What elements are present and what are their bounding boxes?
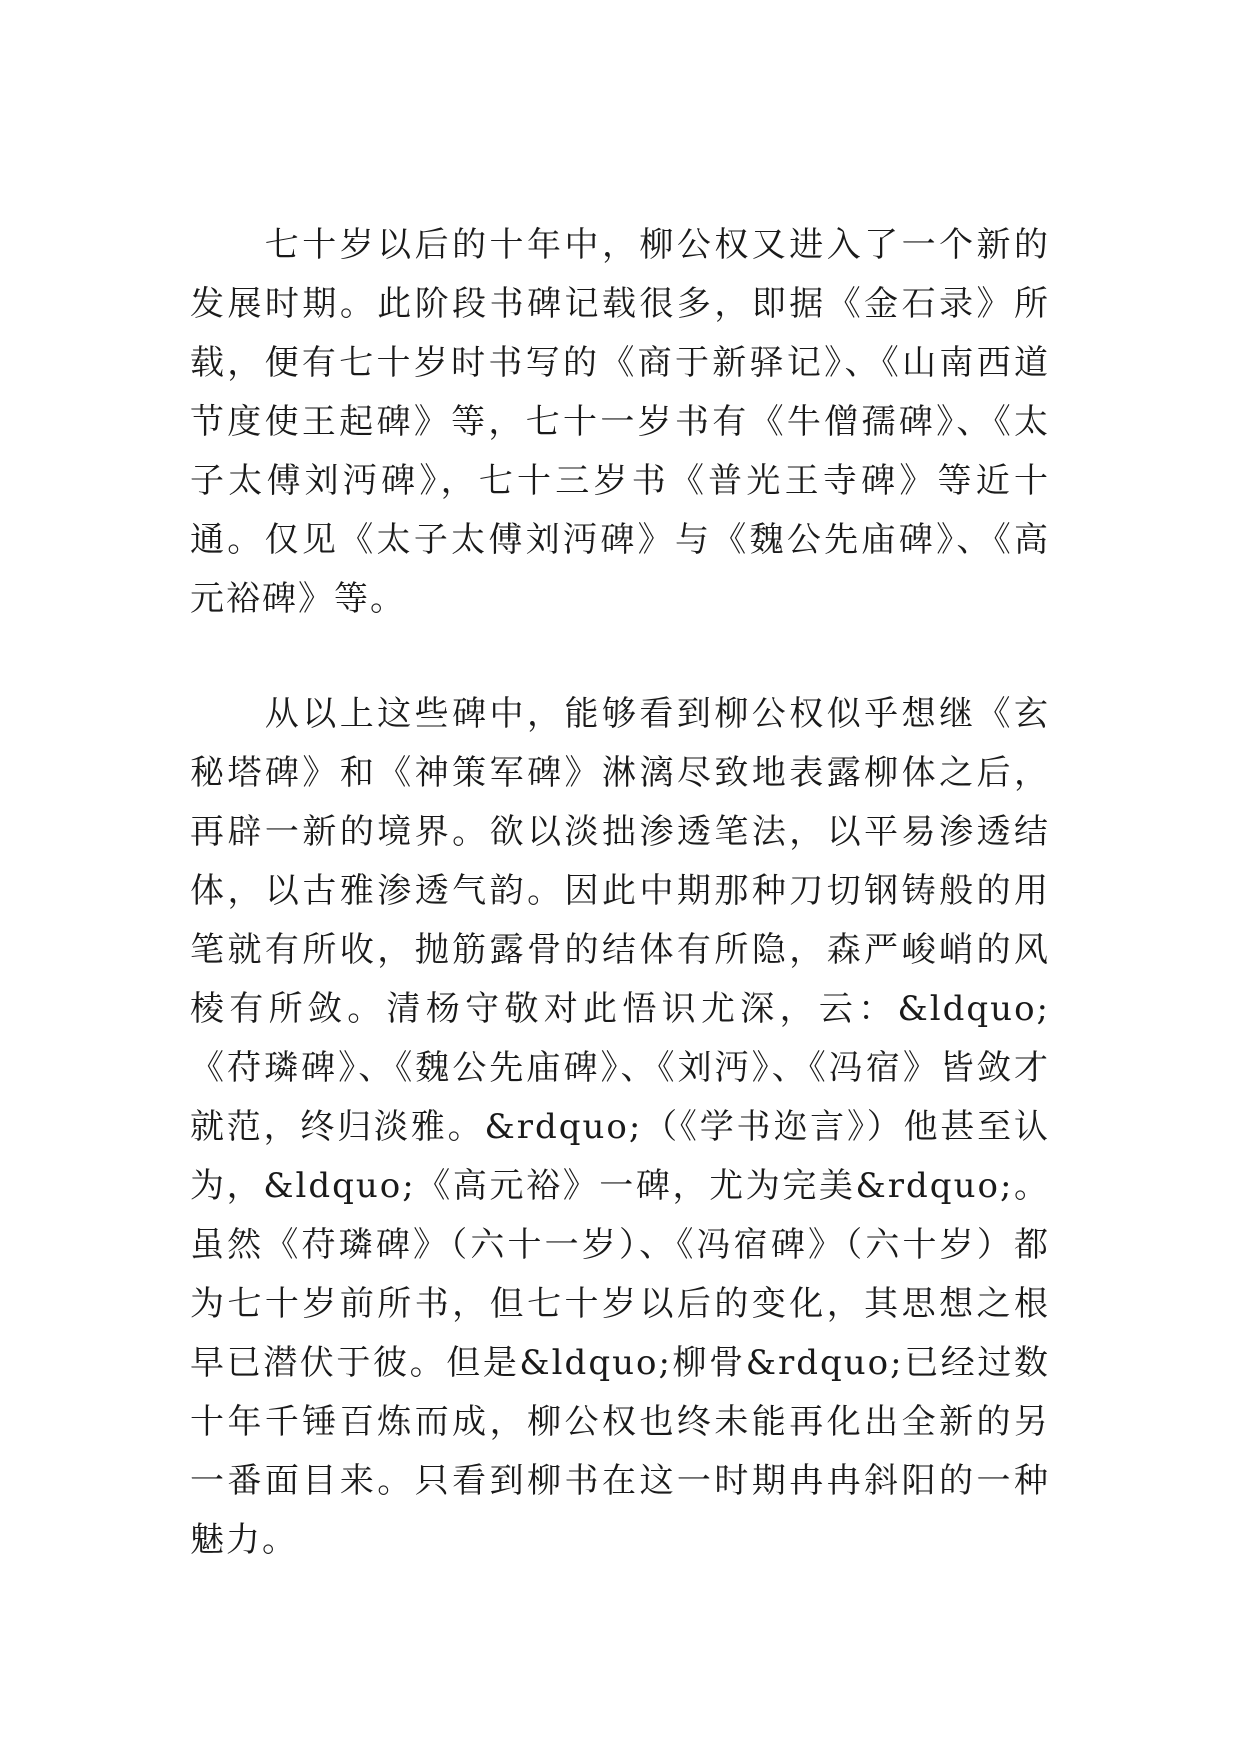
paragraph: 从以上这些碑中，能够看到柳公权似乎想继《玄秘塔碑》和《神策军碑》淋漓尽致地表露柳体之后，再辟一新的境界。欲以淡拙渗透笔法，以平易渗透结体，以古雅渗透气韵。因此中期那种刀切钢铸般的用笔就有所收，抛筋露骨的结体有所隐，森严峻峭的风棱有所敛。清杨守敬对此悟识尤深，云：&ldquo;《苻璘碑》、《魏公先庙碑》、《刘沔》、《冯宿》皆敛才就范，终归淡雅。&rdquo;（《学书迩言》）他甚至认为，&ldquo;《高元裕》一碑，尤为完美&rdquo;。虽然《苻璘碑》（六十一岁）、《冯宿碑》（六十岁）都为七十岁前所书，但七十岁以后的变化，其思想之根早已潜伏于彼。但是&ldquo;柳骨&rdquo;已经过数十年千锤百炼而成，柳公权也终未能再化出全新的另一番面目来。只看到柳书在这一时期冉冉斜阳的一种魅力。 bbox=[190, 694, 1050, 1560]
paragraph: 七十岁以后的十年中，柳公权又进入了一个新的发展时期。此阶段书碑记载很多，即据《金石录》所载，便有七十岁时书写的《商于新驿记》、《山南西道节度使王起碑》等，七十一岁书有《牛僧孺碑》、《太子太傅刘沔碑》，七十三岁书《普光王寺碑》等近十通。仅见《太子太傅刘沔碑》与《魏公先庙碑》、《高元裕碑》等。 bbox=[190, 225, 1050, 619]
